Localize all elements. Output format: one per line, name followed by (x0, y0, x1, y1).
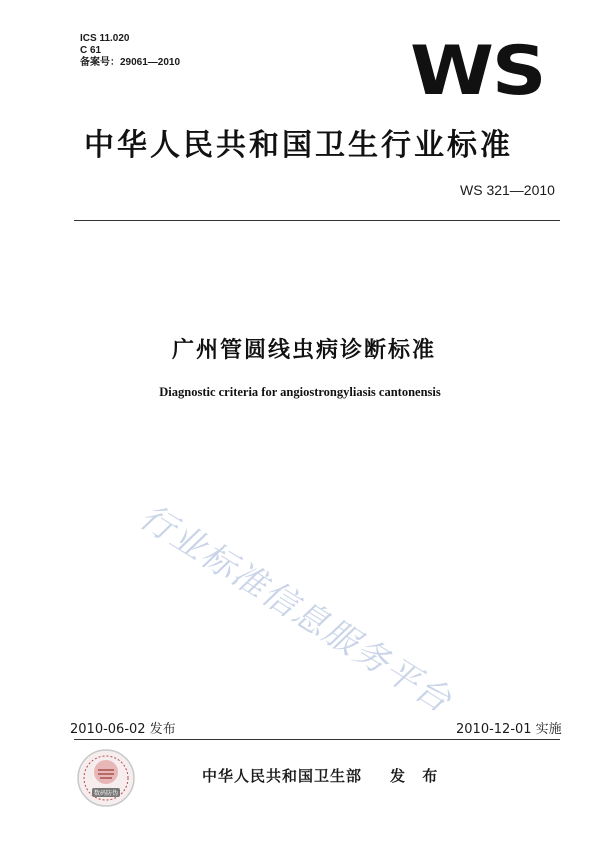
watermark: 行业标准信息服务平台 (132, 496, 460, 722)
class-code: C 61 (80, 45, 102, 56)
ws-logo: WS (410, 32, 545, 111)
bottom-divider (74, 739, 560, 740)
standard-number: WS 321—2010 (460, 182, 555, 198)
header-title: 中华人民共和国卫生行业标准 (84, 128, 513, 163)
publish-label: 发 布 (390, 767, 444, 785)
document-title-cn-text: 广州管圆线虫病诊断标准 (171, 338, 436, 363)
issue-date: 2010-06-02 发布 (70, 722, 176, 737)
implementation-date: 2010-12-01 实施 (456, 722, 562, 737)
top-divider (74, 220, 560, 221)
anti-counterfeit-seal-icon (76, 748, 136, 808)
publisher: 中华人民共和国卫生部 (202, 767, 363, 785)
classification-block (80, 33, 180, 69)
document-title-en: Diagnostic criteria for angiostrongyliasis cantonensis (159, 385, 441, 399)
record-number: 备案号：29061—2010 (80, 57, 181, 68)
seal-label: 数码防伪 (93, 790, 119, 797)
document-title-cn (0, 333, 600, 364)
ics-code: ICS 11.020 (80, 33, 130, 44)
